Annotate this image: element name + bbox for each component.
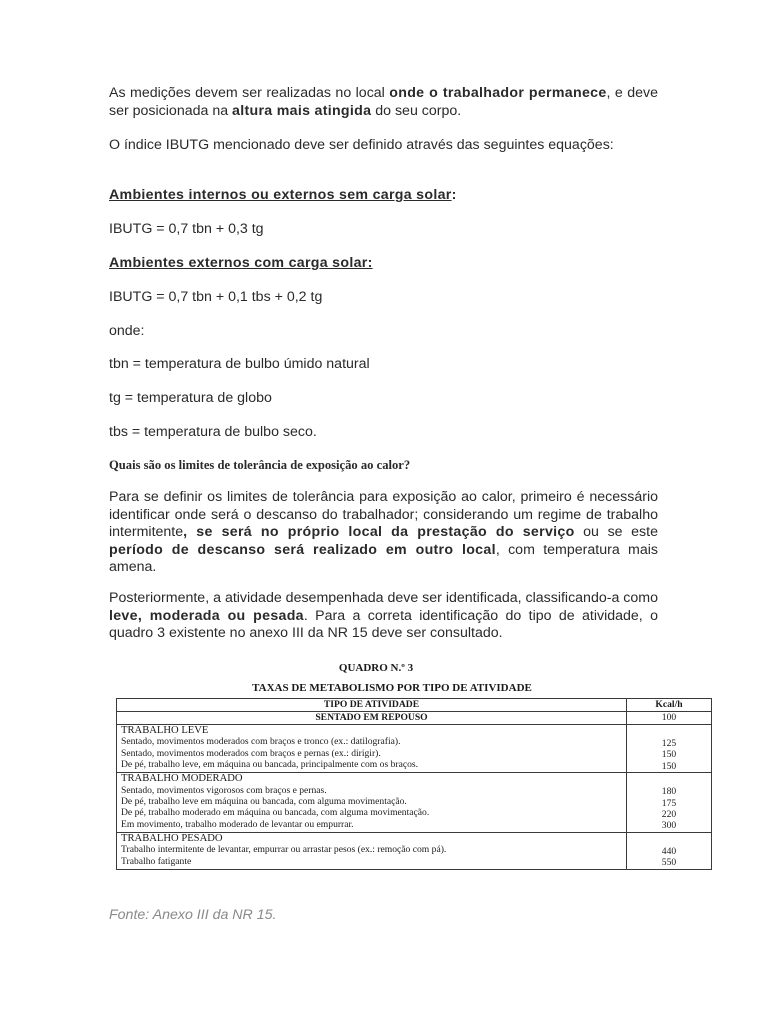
- heading-ambientes-externos: Ambientes externos com carga solar:: [109, 255, 373, 271]
- onde-label: onde:: [109, 323, 145, 339]
- metabolism-table: [116, 698, 712, 870]
- row-sentado-value: 100: [627, 712, 712, 725]
- quadro-subtitle: TAXAS DE METABOLISMO POR TIPO DE ATIVIDADE: [252, 682, 532, 694]
- list-item: De pé, trabalho moderado em máquina ou bancada, com alguma movimentação.: [121, 807, 430, 819]
- table-row-sentado: [117, 712, 712, 725]
- equation-internos: IBUTG = 0,7 tbn + 0,3 tg: [109, 221, 264, 237]
- list-item: Sentado, movimentos moderados com braços e tronco (ex.: datilografia).: [121, 736, 401, 748]
- definition-tg: tg = temperatura de globo: [109, 390, 272, 406]
- header-kcal: Kcal/h: [627, 699, 712, 712]
- equation-externos: IBUTG = 0,7 tbn + 0,1 tbs + 0,2 tg: [109, 289, 323, 305]
- list-item: De pé, trabalho leve, em máquina ou bancada, principalmente com os braços.: [121, 759, 419, 771]
- group-label-pesado: TRABALHO PESADO: [121, 832, 223, 844]
- header-tipo-atividade: TIPO DE ATIVIDADE: [117, 699, 627, 712]
- heading-ambientes-internos: Ambientes internos ou externos sem carga solar:: [109, 187, 457, 203]
- paragraph-medicoes: As medições devem ser realizadas no local onde o trabalhador permanece, e deve ser posicionada na altura mais atingida do seu corpo.: [109, 85, 659, 119]
- group-label-moderado: TRABALHO MODERADO: [121, 773, 243, 785]
- source-caption: Fonte: Anexo III da NR 15.: [109, 907, 277, 923]
- table-group-moderado: [117, 773, 712, 833]
- table-group-pesado: [117, 832, 712, 869]
- paragraph-limites: Para se definir os limites de tolerância para exposição ao calor, primeiro é necessário identificar onde será o descanso do trabalhador; considerando um regime de trabalho intermitente, se será no próprio local da prestação do serviço ou se este período de descanso será realizado em outro local, com temperatura mais amena.: [109, 489, 658, 576]
- list-item: Trabalho fatigante: [121, 855, 192, 867]
- list-item: De pé, trabalho leve em máquina ou bancada, com alguma movimentação.: [121, 796, 407, 808]
- kcal-value: 220: [661, 809, 677, 821]
- definition-tbs: tbs = temperatura de bulbo seco.: [109, 424, 317, 440]
- table-group-leve: [117, 725, 712, 773]
- quadro-title: QUADRO N.º 3: [338, 662, 414, 674]
- kcal-value: 125: [661, 738, 677, 749]
- kcal-value: 550: [661, 857, 677, 869]
- question-heading: Quais são os limites de tolerância de exposição ao calor?: [109, 458, 411, 472]
- list-item: Sentado, movimentos moderados com braços e pernas (ex.: dirigir).: [121, 747, 381, 759]
- kcal-value: 440: [661, 845, 677, 857]
- group-label-leve: TRABALHO LEVE: [121, 725, 209, 736]
- paragraph-atividade: Posteriormente, a atividade desempenhada deve ser identificada, classificando-a como leve, moderada ou pesada. Para a correta identificação do tipo de atividade, o quadro 3 existente no anexo III da NR 15 deve ser consultado.: [109, 590, 658, 642]
- row-sentado-label: SENTADO EM REPOUSO: [117, 712, 627, 725]
- paragraph-ibutg-intro: O índice IBUTG mencionado deve ser definido através das seguintes equações:: [109, 137, 614, 153]
- kcal-value: 300: [661, 820, 677, 832]
- table-header-row: [117, 699, 712, 712]
- definition-tbn: tbn = temperatura de bulbo úmido natural: [109, 356, 370, 372]
- kcal-value: 150: [661, 749, 677, 761]
- list-item: Em movimento, trabalho moderado de levantar ou empurrar.: [121, 818, 354, 830]
- kcal-value: 175: [661, 797, 677, 809]
- list-item: Sentado, movimentos vigorosos com braços e pernas.: [121, 784, 327, 796]
- list-item: Trabalho intermitente de levantar, empurrar ou arrastar pesos (ex.: remoção com pá).: [121, 844, 447, 856]
- kcal-value: 150: [661, 760, 677, 772]
- kcal-value: 180: [661, 786, 677, 798]
